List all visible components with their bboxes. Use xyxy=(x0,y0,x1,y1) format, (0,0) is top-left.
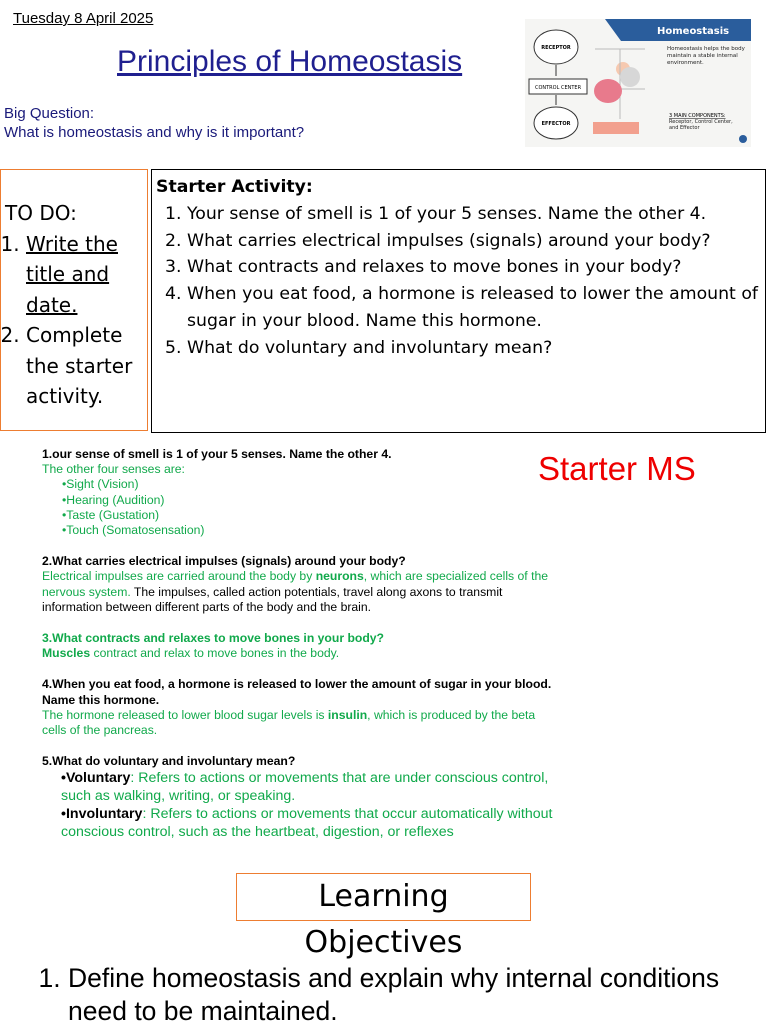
learning-objectives-list xyxy=(30,962,730,1028)
todo-heading: TO DO: xyxy=(5,201,77,225)
starter-question: 1. Your sense of smell is 1 of your 5 senses. Name the other 4. xyxy=(187,201,765,228)
ms-question-3: 3.What contracts and relaxes to move bones in your body? xyxy=(42,631,384,646)
muscle-illustration xyxy=(593,122,639,134)
big-question-label: Big Question: xyxy=(4,105,95,122)
homeostasis-diagram xyxy=(525,19,751,147)
starter-questions xyxy=(156,201,765,362)
thumb-note: Homeostasis helps the body maintain a stable internal environment. xyxy=(667,46,745,66)
starter-heading: Starter Activity: xyxy=(156,177,313,197)
starter-question: 3. What contracts and relaxes to move bones in your body? xyxy=(187,254,765,281)
ms-question-2: 2.What carries electrical impulses (signals) around your body? xyxy=(42,554,406,569)
todo-box xyxy=(0,169,148,431)
learning-objectives-heading: Learning Objectives xyxy=(236,873,531,921)
ms-sense-item: •Taste (Gustation) xyxy=(62,507,160,522)
thumb-header: Homeostasis xyxy=(657,26,730,37)
ms-answer-3: Muscles contract and relax to move bones in the body. xyxy=(42,646,340,661)
ms-sense-item: •Hearing (Audition) xyxy=(62,492,165,507)
todo-list xyxy=(5,229,147,412)
mark-scheme xyxy=(42,447,562,841)
ms-question-1: 1.our sense of smell is 1 of your 5 senses. Name the other 4. xyxy=(42,447,392,461)
starter-activity-box xyxy=(151,169,766,433)
ms-answer-5-involuntary: •Involuntary: Refers to actions or movements that occur automatically without conscious control, such as the heartbeat, digestion, or reflexes xyxy=(61,806,553,841)
thumb-components-title: 3 MAIN COMPONENTS: xyxy=(669,113,726,119)
big-question xyxy=(4,104,304,142)
starter-question: 2. What carries electrical impulses (signals) around your body? xyxy=(187,228,765,255)
thumb-components-text: Receptor, Control Center, and Effector xyxy=(669,119,733,131)
thumb-box-control: CONTROL CENTER xyxy=(534,85,582,91)
ms-answer-4: The hormone released to lower blood sugar levels is insulin, which is produced by the beta cells of the pancreas. xyxy=(42,707,536,738)
ms-question-5: 5.What do voluntary and involuntary mean? xyxy=(42,754,296,769)
ms-sense-item: •Sight (Vision) xyxy=(62,477,139,492)
todo-item: 2. Complete the starter activity. xyxy=(26,320,147,412)
big-question-text: What is homeostasis and why is it important? xyxy=(4,124,305,141)
ms-sense-item: •Touch (Somatosensation) xyxy=(62,523,205,538)
play-icon xyxy=(739,135,747,143)
brain-illustration xyxy=(594,79,622,103)
ms-answer-1-intro: The other four senses are: xyxy=(42,462,185,477)
homeostasis-thumbnail xyxy=(525,19,751,147)
ms-answer-5-voluntary: •Voluntary: Refers to actions or movements that are under conscious control, such as walking, writing, or speaking. xyxy=(61,770,549,805)
neuron-illustration xyxy=(620,67,640,87)
starter-ms-label: Starter MS xyxy=(538,450,696,487)
ms-question-4: 4.When you eat food, a hormone is released to lower the amount of sugar in your blood. Name this hormone. xyxy=(42,677,552,707)
lesson-date: Tuesday 8 April 2025 xyxy=(13,10,154,27)
ms-answer-2: Electrical impulses are carried around the body by neurons, which are specialized cells of the nervous system. The impulses, called action potentials, travel along axons to transmit information between different parts of the body and the brain. xyxy=(42,569,549,614)
learning-objective: 1. Define homeostasis and explain why internal conditions need to be maintained. xyxy=(68,962,730,1028)
starter-question: 5. What do voluntary and involuntary mean? xyxy=(187,335,765,362)
thumb-box-receptor: RECEPTOR xyxy=(541,45,571,51)
lesson-title: Principles of Homeostasis xyxy=(117,45,463,78)
thumb-box-effector: EFFECTOR xyxy=(541,121,571,127)
starter-question: 4. When you eat food, a hormone is released to lower the amount of sugar in your blood. Name this hormone. xyxy=(187,281,765,335)
todo-item: 1. Write the title and date. xyxy=(26,229,147,321)
